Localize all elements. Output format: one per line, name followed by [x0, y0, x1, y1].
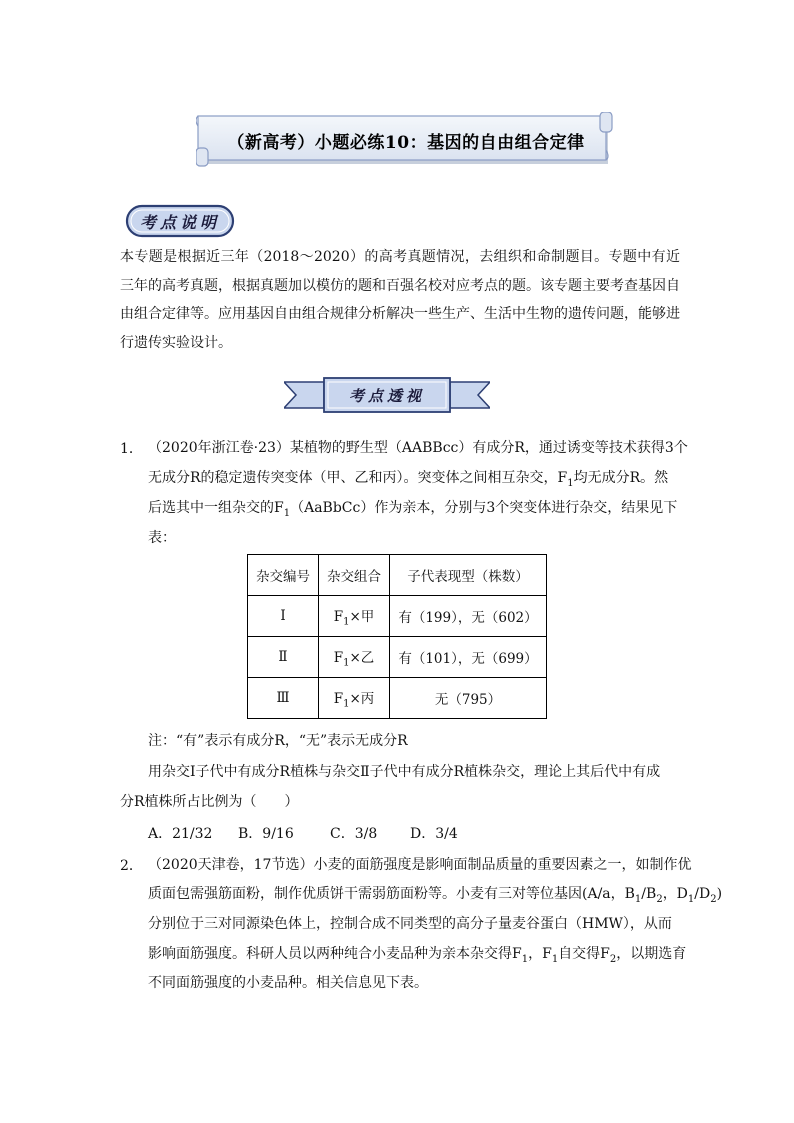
subscript: 2	[609, 953, 617, 965]
table-row	[248, 678, 547, 719]
text-span: ，D	[662, 886, 688, 902]
option-b[interactable]: B．9/16	[238, 826, 294, 842]
table-cell: 有（101），无（699）	[390, 637, 547, 678]
table-header-row	[248, 555, 547, 596]
text-span: 自交得F	[558, 946, 610, 962]
text-span: ×乙	[349, 649, 375, 666]
text-span: 无成分R的稳定遗传突变体（甲、乙和丙）。突变体之间相互杂交，F	[148, 470, 568, 486]
table-cell: 有（199），无（602）	[390, 596, 547, 637]
q2-line: 分别位于三对同源染色体上，控制合成不同类型的高分子量麦谷蛋白（HMW），从而	[148, 916, 672, 932]
title-banner	[196, 112, 616, 162]
text-span: )	[716, 886, 723, 902]
text-span: （AaBbCc）作为亲本，分别与3个突变体进行杂交，结果见下	[290, 500, 678, 516]
subscript: 1	[567, 477, 574, 489]
question-number: 2．	[120, 858, 143, 874]
text-span: /B	[641, 886, 657, 902]
option-c[interactable]: C．3/8	[330, 826, 378, 842]
table-cell: Ⅲ	[248, 678, 319, 719]
subscript: 1	[687, 893, 695, 905]
table-header: 杂交编号	[248, 555, 319, 596]
results-table	[247, 554, 547, 719]
table-note: 注：“有”表示有成分R，“无”表示无成分R	[148, 733, 408, 749]
text-span: F	[333, 649, 344, 666]
badge-label: 考点说明	[139, 212, 220, 232]
table-header: 子代表现型（株数）	[390, 555, 547, 596]
subscript: 1	[343, 698, 350, 710]
table-row	[248, 596, 547, 637]
text-span: ，以期选育	[616, 946, 687, 962]
intro-paragraph: 本专题是根据近三年（2018～2020）的高考真题情况，去组织和命制题目。专题中有近三年的高考真题，根据真题加以模仿的题和百强名校对应考点的题。该专题主要考查基因自由组合定律等。应用基因自由组合规律分析解决一些生产、生活中生物的遗传问题，能够进行遗传实验设计。	[120, 249, 680, 351]
table-cell	[319, 678, 390, 719]
subscript: 2	[710, 893, 717, 905]
question-number: 1．	[120, 441, 143, 457]
table-cell: Ⅰ	[248, 596, 319, 637]
option-d[interactable]: D．3/4	[410, 826, 458, 842]
page-title: （新高考）小题必练10：基因的自由组合定律	[227, 132, 585, 153]
subscript: 1	[634, 893, 642, 905]
table-row	[248, 637, 547, 678]
q1-line	[148, 468, 668, 494]
subscript: 1	[551, 953, 559, 965]
table-cell: Ⅱ	[248, 637, 319, 678]
q1-line: （2020年浙江卷·23）某植物的野生型（AABBcc）有成分R，通过诱变等技术获得3个	[148, 440, 688, 456]
text-span: ×丙	[349, 690, 375, 707]
text-span: ，F	[528, 946, 552, 962]
subscript: 1	[343, 657, 350, 669]
subscript: 1	[283, 507, 291, 519]
text-span: F	[333, 608, 344, 625]
section-badge-analysis	[284, 376, 490, 414]
q1-line: 表：	[148, 530, 176, 546]
text-span: /D	[694, 886, 711, 902]
text-span: 影响面筋强度。科研人员以两种纯合小麦品种为亲本杂交得F	[148, 946, 522, 962]
text-span: ×甲	[349, 608, 375, 625]
section-badge-explanation	[124, 203, 236, 239]
q1-ask: 用杂交Ⅰ子代中有成分R植株与杂交Ⅱ子代中有成分R植株杂交，理论上其后代中有成	[148, 764, 661, 780]
q1-line	[148, 498, 677, 524]
q2-line	[148, 884, 722, 910]
text-span: 后选其中一组杂交的F	[148, 500, 284, 516]
badge-label: 考点透视	[348, 386, 425, 405]
subscript: 2	[656, 893, 663, 905]
text-span: F	[333, 690, 344, 707]
option-a[interactable]: A．21/32	[148, 826, 213, 842]
subscript: 1	[343, 616, 350, 628]
q1-ask: 分R植株所占比例为（ ）	[120, 794, 299, 810]
q2-line	[148, 944, 686, 970]
q2-line: （2020天津卷，17节选）小麦的面筋强度是影响面制品质量的重要因素之一，如制作优	[148, 857, 692, 873]
table-cell: 无（795）	[390, 678, 547, 719]
q2-line: 不同面筋强度的小麦品种。相关信息见下表。	[148, 975, 428, 991]
text-span: 质面包需强筋面粉，制作优质饼干需弱筋面粉等。小麦有三对等位基因(A/a，B	[148, 886, 635, 902]
table-header: 杂交组合	[319, 555, 390, 596]
subscript: 1	[521, 953, 529, 965]
text-span: 均无成分R。然	[573, 470, 669, 486]
table-cell	[319, 637, 390, 678]
table-cell	[319, 596, 390, 637]
